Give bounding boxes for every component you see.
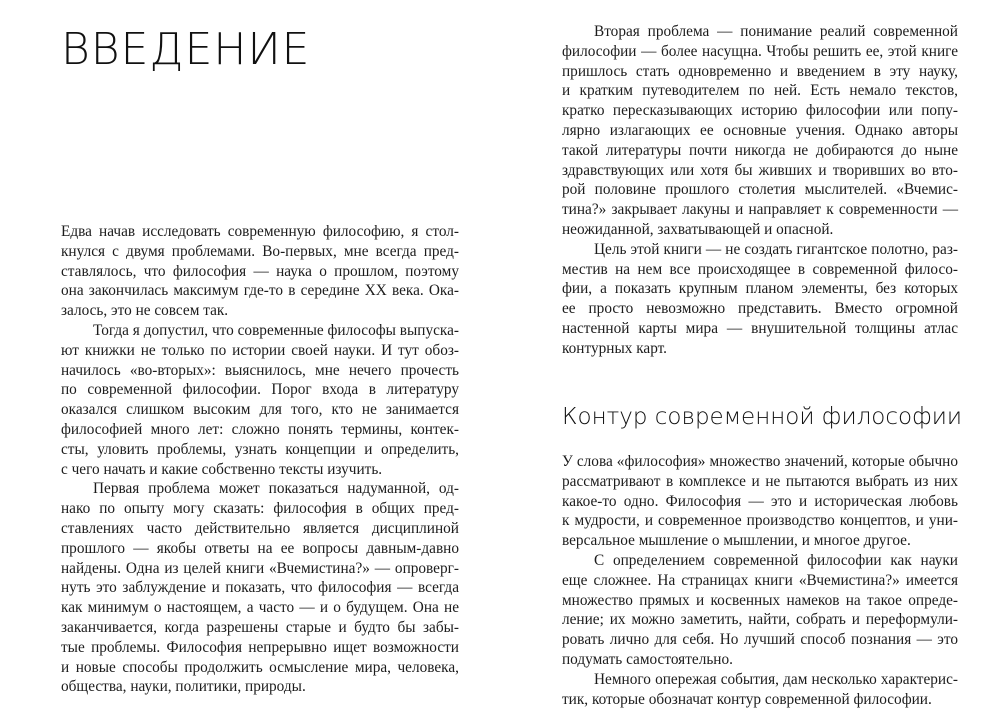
paragraph (562, 452, 958, 551)
text-line: прошлого — якобы ответы на ее вопросы давным-давно (61, 539, 459, 557)
text-line: кратко пересказывающих историю философии или попу- (562, 102, 958, 120)
paragraph (562, 22, 958, 240)
text-line: версальное мышление о мышлении, и многое другое. (562, 532, 911, 550)
text-line: контурных карт. (562, 339, 668, 357)
text-line: такой литературы почти никогда не добираются до ныне (562, 141, 958, 159)
text-line: фии, а показать крупным планом элементы, без которых (562, 280, 958, 298)
text-line: множество прямых и косвенных намеков на такое опреде- (562, 591, 958, 609)
text-line: к мудрости, и современное производство концептов, и уни- (562, 512, 958, 530)
text-line: Тогда я допустил, что современные философы выпуска- (93, 321, 459, 339)
text-line: оказался слишком высоким для того, кто не занимается (61, 401, 459, 419)
text-line: тые проблемы. Философия непрерывно ищет возможности (61, 638, 459, 656)
paragraph (61, 222, 459, 321)
paragraph (61, 479, 459, 697)
text-line: тина?» закрывает лакуны и направляет к современности — (562, 201, 958, 219)
text-line: У слова «философия» множество значений, которые обычно (562, 453, 958, 470)
text-line: ровать лично для себя. Но лучший способ познания — это (562, 631, 958, 649)
text-line: ют книжки не только по истории своей науки. И тут обоз- (61, 341, 459, 359)
text-line: найдены. Одна из целей книги «Вчемистина?» — опроверг- (61, 559, 459, 577)
text-line: здравствующих или хотя бы живших и творивших во вто- (562, 161, 958, 179)
text-line: начилось «во-вторых»: выяснилось, мне нечего прочесть (61, 361, 459, 379)
text-line: ставлениях часто действительно является дисциплиной (61, 519, 459, 537)
text-line: Едва начав исследовать современную философию, я стол- (61, 223, 459, 240)
right-page (562, 0, 963, 724)
text-line: нуть это заблуждение и показать, что философия — всегда (61, 579, 459, 597)
text-line: как минимум о настоящем, а часто — и о будущем. Она не (61, 599, 459, 617)
text-line: философии — более насущна. Чтобы решить ее, этой книге (562, 42, 958, 60)
text-line: сты, уловить проблемы, узнать концепции и определить, (61, 440, 459, 458)
text-line: ление; их можно заметить, найти, собрать и переформули- (562, 611, 958, 629)
right-top-text (562, 22, 958, 359)
text-line: лярно излагающих ее основные учения. Однако авторы (562, 121, 958, 139)
text-line: пришлось стать одновременно и введением в эту науку, (562, 62, 958, 80)
text-line: Первая проблема может показаться надуманной, од- (93, 480, 459, 498)
paragraph (562, 551, 958, 670)
text-line: С определением современной философии как науки (594, 551, 958, 569)
section-heading: Контур современной философии (562, 404, 963, 430)
text-line: ее просто невозможно представить. Вместо огромной (562, 300, 958, 318)
text-line: она закончилась максимум где-то в середине XX века. Ока- (61, 282, 459, 300)
text-line: тик, которые обозначат контур современной философии. (562, 690, 932, 708)
text-line: ставлялось, что философия — наука о прошлом, поэтому (61, 262, 459, 280)
paragraph (562, 670, 958, 710)
paragraph (61, 321, 459, 479)
text-line: нако по опыту могу сказать: философия в общих пред- (61, 500, 459, 518)
paragraph (562, 240, 958, 359)
text-line: и кратким путеводителем по ней. Есть немало текстов, (562, 82, 958, 100)
chapter-title: ВВЕДЕНИЕ (61, 24, 311, 75)
text-line: Вторая проблема — понимание реалий современной (594, 23, 958, 40)
text-line: подумать самостоятельно. (562, 650, 733, 668)
left-page (61, 0, 459, 724)
text-line: по современной философии. Порог входа в литературу (61, 381, 459, 399)
text-line: какое-то одно. Философия — это и историческая любовь (562, 492, 958, 510)
text-line: еще сложнее. На страницах книги «Вчемистина?» имеется (562, 571, 958, 589)
text-line: неожиданной, захватывающей и опасной. (562, 220, 834, 238)
text-line: Немного опережая события, дам несколько характерис- (594, 670, 958, 688)
text-line: залось, это не совсем так. (61, 302, 229, 320)
text-line: местив на нем все происходящее в современной филосо- (562, 260, 958, 278)
text-line: и новые способы продолжить осмысление мира, человека, (61, 658, 459, 676)
text-line: общества, науки, политики, природы. (61, 678, 306, 696)
text-line: философией много лет: сложно понять термины, контек- (61, 420, 459, 438)
text-line: заканчивается, когда разрешены старые и будто бы забы- (61, 618, 459, 636)
text-line: с чего начать и какие собственно тексты изучить. (61, 460, 383, 478)
text-line: настенной карты мира — внушительной толщины атлас (562, 319, 958, 337)
left-body-text (61, 222, 459, 697)
text-line: кнулся с двумя проблемами. Во-первых, мне всегда пред- (61, 242, 459, 260)
text-line: рой половине прошлого столетия мыслителей. «Вчемис- (562, 181, 958, 199)
right-bottom-text (562, 452, 958, 709)
text-line: Цель этой книги — не создать гигантское полотно, раз- (594, 240, 958, 258)
text-line: рассматривают в комплексе и не пытаются выбрать из них (562, 472, 958, 490)
